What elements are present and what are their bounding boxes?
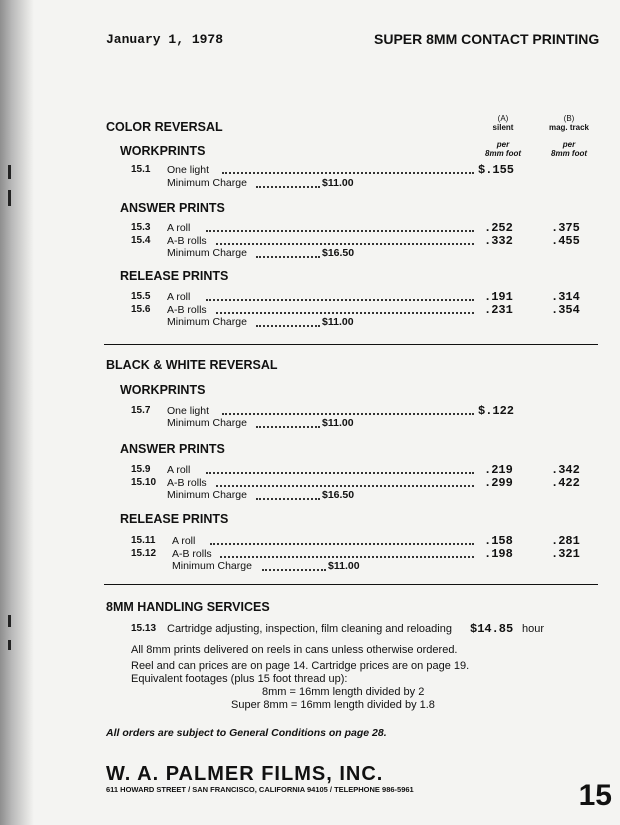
color-reversal-heading: COLOR REVERSAL [106,120,223,134]
minimum-charge-row [0,316,620,329]
item-number: 15.9 [131,464,151,475]
item-label: A-B rolls [172,548,212,560]
price-row [0,290,620,303]
handling-unit: hour [522,623,545,635]
price-a: .191 [484,290,513,304]
bw-reversal-heading: BLACK & WHITE REVERSAL [106,358,278,372]
dot-leader [210,543,474,545]
minimum-charge-value: $16.50 [322,247,355,259]
minimum-charge-row [0,247,620,260]
price-a: .299 [484,476,513,490]
company-address: 611 HOWARD STREET / SAN FRANCISCO, CALIFORNIA 94105 / TELEPHONE 986-5961 [106,785,414,794]
minimum-charge-label: Minimum Charge [167,247,247,259]
price-a: $.155 [478,163,515,177]
column-b-unit-label: 8mm foot [551,149,587,158]
page-number: 15 [578,779,612,812]
dot-leader [206,299,474,301]
note-super8mm: Super 8mm = 16mm length divided by 1.8 [231,699,435,711]
item-number: 15.12 [131,548,157,559]
price-b: .375 [551,221,580,235]
dot-leader [256,498,320,500]
bw-answer-heading: ANSWER PRINTS [120,442,225,456]
minimum-charge-row [0,177,620,190]
minimum-charge-value: $11.00 [322,417,354,429]
note-prices: Reel and can prices are on page 14. Cartridge prices are on page 19. [131,660,470,672]
price-row [0,404,620,417]
item-label: A roll [167,464,191,476]
dot-leader [256,325,320,327]
price-a: $.122 [478,404,515,418]
price-a: .231 [484,303,513,317]
general-conditions-note: All orders are subject to General Conditions on page 28. [106,727,387,739]
dot-leader [220,556,474,558]
dot-leader [256,426,320,428]
item-label: Cartridge adjusting, inspection, film cleaning and reloading [167,623,452,635]
dot-leader [256,186,320,188]
item-label: A-B rolls [167,235,207,247]
price-b: .455 [551,234,580,248]
column-a-header [468,114,538,132]
item-number: 15.4 [131,235,151,246]
minimum-charge-label: Minimum Charge [167,417,247,429]
price-a: .252 [484,221,513,235]
price-b: .314 [551,290,580,304]
price-a: .332 [484,234,513,248]
bw-workprints-heading: WORKPRINTS [120,383,206,397]
minimum-charge-label: Minimum Charge [167,177,247,189]
minimum-charge-label: Minimum Charge [167,489,247,501]
price-a: .198 [484,547,513,561]
price-a: .158 [484,534,513,548]
price-row [0,303,620,316]
dot-leader [222,172,474,174]
minimum-charge-value: $11.00 [328,560,360,572]
minimum-charge-row [0,417,620,430]
price-row [0,534,620,547]
dot-leader [206,230,474,232]
item-label: One light [167,405,210,417]
item-number: 15.13 [131,623,157,634]
page-title: SUPER 8MM CONTACT PRINTING [374,31,600,47]
edge-mark [8,190,11,206]
bw-release-heading: RELEASE PRINTS [120,512,229,526]
price-b: .321 [551,547,580,561]
handling-row [0,622,620,635]
minimum-charge-label: Minimum Charge [167,316,247,328]
note-delivery: All 8mm prints delivered on reels in cans unless otherwise ordered. [131,644,458,656]
price-row [0,463,620,476]
minimum-charge-value: $11.00 [322,177,354,189]
price-a: .219 [484,463,513,477]
item-label: A-B rolls [167,304,207,316]
section-divider [104,584,598,585]
column-b-header [534,114,604,132]
dot-leader [262,569,326,571]
price-row [0,476,620,489]
column-b-code: (B) [563,114,575,123]
minimum-charge-row [0,489,620,502]
item-label: A roll [167,291,191,303]
price-b: .422 [551,476,580,490]
company-name: W. A. PALMER FILMS, INC. [106,763,384,785]
column-a-code: (A) [497,114,509,123]
item-label: A roll [167,222,191,234]
price-row [0,234,620,247]
item-number: 15.11 [131,535,156,546]
note-8mm: 8mm = 16mm length divided by 2 [262,686,425,698]
dot-leader [256,256,320,258]
dot-leader [222,413,474,415]
price-row [0,547,620,560]
page-date: January 1, 1978 [106,32,224,47]
price-b: .342 [551,463,580,477]
color-workprints-heading: WORKPRINTS [120,144,206,158]
minimum-charge-row [0,560,620,573]
price-b: .281 [551,534,580,548]
column-b-per: per [562,140,576,149]
dot-leader [206,472,474,474]
item-number: 15.5 [131,291,151,302]
column-b-unit [534,140,604,158]
minimum-charge-value: $16.50 [322,489,355,501]
minimum-charge-value: $11.00 [322,316,354,328]
color-release-heading: RELEASE PRINTS [120,269,229,283]
handling-heading: 8MM HANDLING SERVICES [106,600,270,614]
column-a-unit-label: 8mm foot [485,149,521,158]
item-label: One light [167,164,210,176]
price-row [0,221,620,234]
handling-price: $14.85 [470,622,514,636]
column-b-name: mag. track [548,123,590,132]
item-label: A-B rolls [167,477,207,489]
item-number: 15.10 [131,477,157,488]
dot-leader [216,243,474,245]
item-label: A roll [172,535,196,547]
note-footages: Equivalent footages (plus 15 foot thread up): [131,673,348,685]
item-number: 15.7 [131,405,151,416]
price-row [0,163,620,176]
color-answer-heading: ANSWER PRINTS [120,201,225,215]
price-b: .354 [551,303,580,317]
dot-leader [216,485,474,487]
item-number: 15.1 [131,164,151,175]
column-a-unit [468,140,538,158]
minimum-charge-label: Minimum Charge [172,560,252,572]
section-divider [104,344,598,345]
column-a-per: per [496,140,510,149]
item-number: 15.6 [131,304,151,315]
item-number: 15.3 [131,222,151,233]
column-a-name: silent [492,123,514,132]
edge-mark [8,640,11,650]
dot-leader [216,312,474,314]
